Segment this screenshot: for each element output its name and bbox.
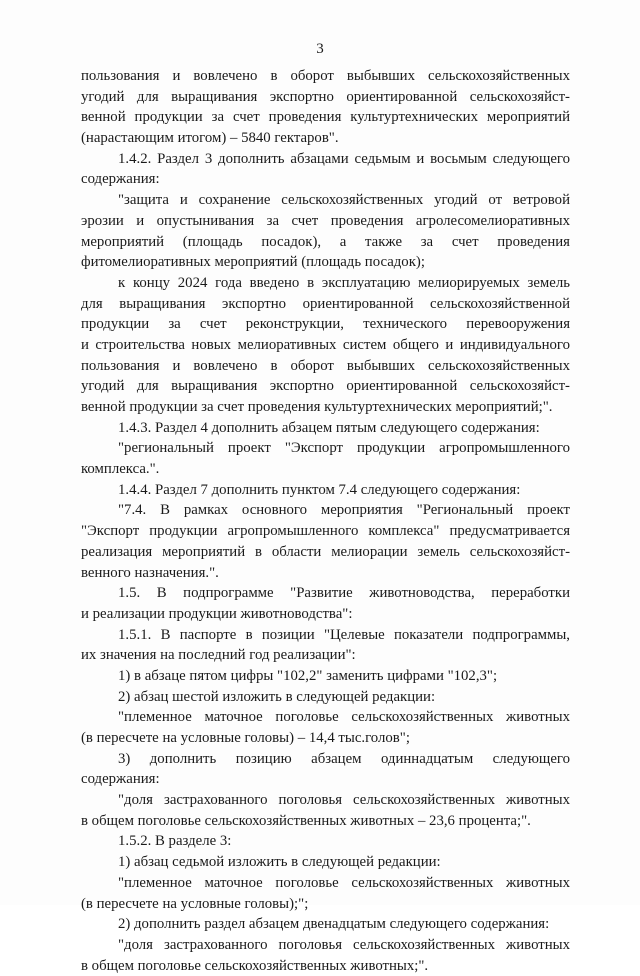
text-line: угодий для выращивания экспортно ориентированной сельскохозяйст- [81,378,570,395]
text-line: "племенное маточное поголовье сельскохозяйственных животных [118,709,570,726]
text-line: в общем поголовье сельскохозяйственных животных;". [81,957,429,974]
text-line: 2) дополнить раздел абзацем двенадцатым следующего содержания: [118,916,550,933]
text-line: для выращивания экспортно ориентированной сельскохозяйственной [81,295,570,312]
text-line: "доля застрахованного поголовья сельскохозяйственных животных [118,792,570,809]
text-line: венного назначения.". [81,564,219,581]
text-line: "региональный проект "Экспорт продукции агропромышленного [118,440,570,457]
text-line: "7.4. В рамках основного мероприятия "Региональный проект [118,502,570,519]
text-line: и строительства новых мелиоративных систем общего и индивидуального [81,336,570,353]
text-line: "племенное маточное поголовье сельскохозяйственных животных [118,874,570,891]
page-number: 3 [316,41,324,57]
text-line: реализация мероприятий в области мелиорации земель сельскохозяйст- [81,543,570,560]
text-line: (нарастающим итогом) – 5840 гектаров". [81,130,339,147]
text-line: 1) абзац седьмой изложить в следующей редакции: [118,854,441,871]
text-line: 1) в абзаце пятом цифры "102,2" заменить цифрами "102,3"; [118,667,498,684]
text-line: мероприятий (площадь посадок), а также за счет проведения [81,233,570,250]
text-line: эрозии и опустынивания за счет проведения агролесомелиоративных [81,212,570,229]
document-body [81,66,570,976]
text-line: "защита и сохранение сельскохозяйственных угодий от ветровой [118,192,570,209]
text-line: (в пересчете на условные головы);"; [81,895,309,912]
text-line: и реализации продукции животноводства": [81,605,353,622]
text-line: 1.5.1. В паспорте в позиции "Целевые показатели подпрограммы, [118,626,570,643]
text-line: к концу 2024 года введено в эксплуатацию мелиорируемых земель [118,274,570,291]
text-line: 1.4.2. Раздел 3 дополнить абзацами седьмым и восьмым следующего [118,150,570,167]
text-line: продукции за счет реконструкции, технического перевооружения [81,316,570,333]
text-line: пользования и вовлечено в оборот выбывших сельскохозяйственных [81,357,570,374]
text-line: угодий для выращивания экспортно ориентированной сельскохозяйст- [81,88,570,105]
text-line: содержания: [81,171,160,188]
text-line: 1.5. В подпрограмме "Развитие животноводства, переработки [118,585,570,602]
text-line: 3) дополнить позицию абзацем одиннадцатым следующего [118,750,570,767]
text-line: 1.4.3. Раздел 4 дополнить абзацем пятым следующего содержания: [118,419,540,436]
text-line: 1.4.4. Раздел 7 дополнить пунктом 7.4 следующего содержания: [118,481,521,498]
text-line: их значения на последний год реализации": [81,647,356,664]
text-line: пользования и вовлечено в оборот выбывших сельскохозяйственных [81,68,570,84]
text-line: "Экспорт продукции агропромышленного комплекса" предусматривается [81,523,570,540]
text-line: фитомелиоративных мероприятий (площадь посадок); [81,254,425,271]
text-line: 1.5.2. В разделе 3: [118,833,232,850]
text-line: 2) абзац шестой изложить в следующей редакции: [118,688,436,705]
text-line: (в пересчете на условные головы) – 14,4 тыс.голов"; [81,730,410,746]
text-line: комплекса.". [81,461,160,478]
text-line: содержания: [81,771,160,788]
text-line: "доля застрахованного поголовья сельскохозяйственных животных [118,936,570,953]
text-line: венной продукции за счет проведения культуртехнических мероприятий;". [81,399,553,415]
text-line: венной продукции за счет проведения культуртехнических мероприятий [81,109,570,126]
text-line: в общем поголовье сельскохозяйственных животных – 23,6 процента;". [81,812,531,829]
